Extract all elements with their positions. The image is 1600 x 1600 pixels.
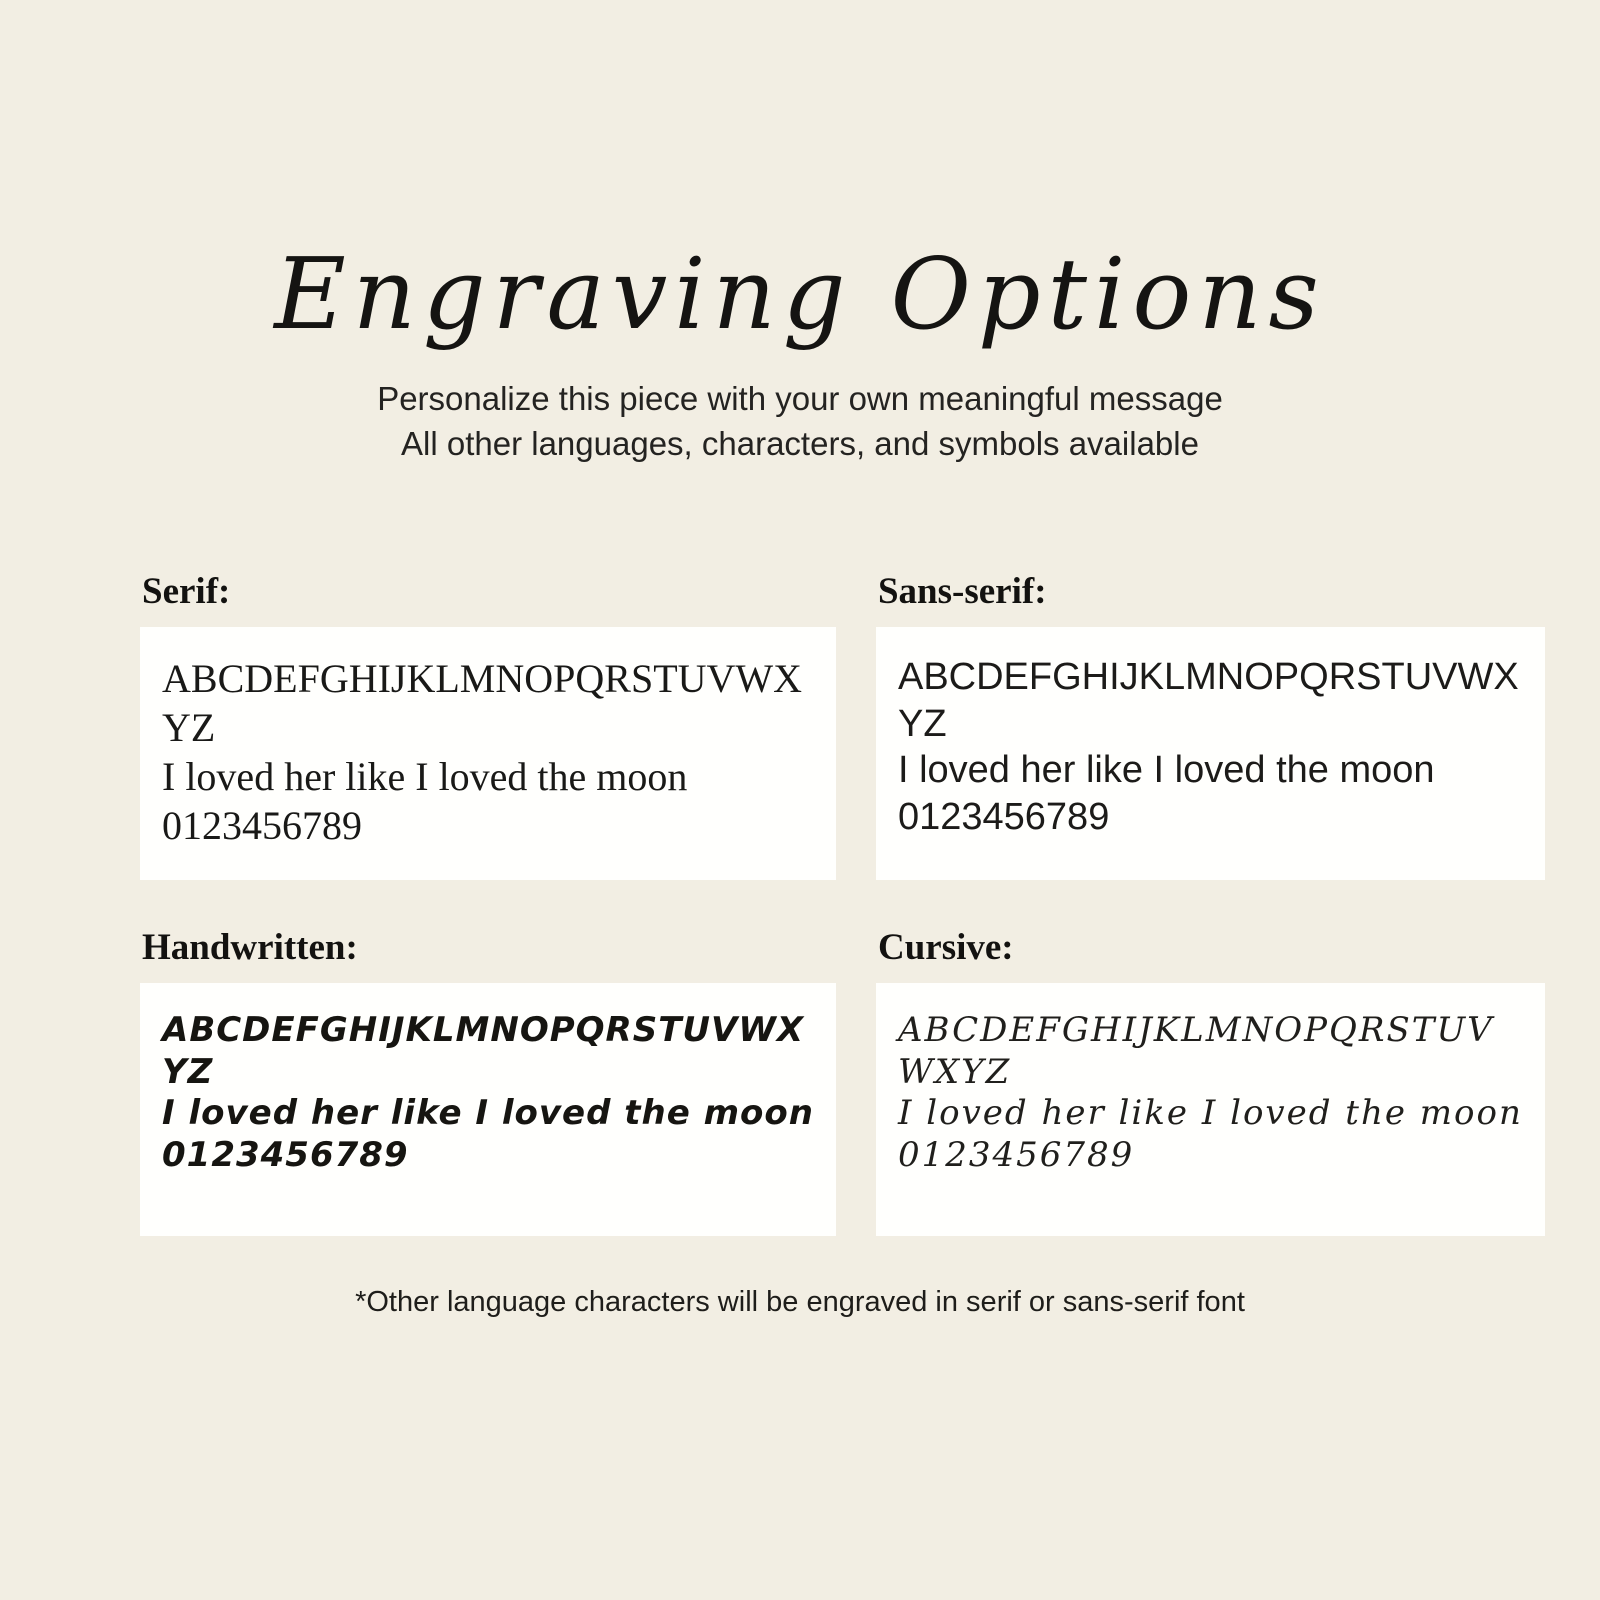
panel-serif (140, 570, 836, 880)
panel-sans-serif (876, 570, 1545, 880)
sans-serif-digits-sample: 0123456789 (897, 796, 1110, 838)
panel-handwritten-sample-box (140, 983, 836, 1236)
sans-serif-alphabet-sample: ABCDEFGHIJKLMNOPQRSTUVWXYZ (897, 655, 1519, 745)
panel-cursive-sample-box (876, 983, 1545, 1236)
panel-serif-sample-box (140, 627, 836, 880)
footnote: *Other language characters will be engraved in serif or sans-serif font (355, 1285, 1245, 1318)
sans-serif-sentence-sample: I loved her like I loved the moon (897, 749, 1435, 792)
panel-cursive-label: Cursive: (877, 926, 1014, 968)
serif-alphabet-sample: ABCDEFGHIJKLMNOPQRSTUVWXYZ (162, 655, 803, 750)
subtitle (0, 376, 1600, 466)
font-samples-grid (140, 570, 1523, 1236)
subtitle-line-1: Personalize this piece with your own meaningful message (377, 379, 1223, 417)
panel-handwritten-label: Handwritten: (142, 926, 358, 968)
panel-cursive (876, 926, 1545, 1236)
cursive-alphabet-sample: ABCDEFGHIJKLMNOPQRSTUVWXYZ (897, 1009, 1494, 1092)
serif-digits-sample: 0123456789 (162, 803, 362, 849)
panel-handwritten (140, 926, 836, 1236)
cursive-sentence-sample: I loved her like I loved the moon (897, 1093, 1523, 1134)
panel-serif-label: Serif: (142, 570, 231, 612)
panel-sans-serif-label: Sans-serif: (877, 570, 1047, 612)
handwritten-sentence-sample: I loved her like I loved the moon (162, 1093, 814, 1134)
serif-sentence-sample: I loved her like I loved the moon (162, 754, 688, 800)
cursive-digits-sample: 0123456789 (897, 1135, 1135, 1176)
panel-sans-serif-sample-box (876, 627, 1545, 880)
handwritten-digits-sample: 0123456789 (162, 1135, 409, 1176)
page-title: Engraving Options (274, 238, 1326, 352)
subtitle-line-2: All other languages, characters, and symbols available (401, 424, 1199, 462)
handwritten-alphabet-sample: ABCDEFGHIJKLMNOPQRSTUVWXYZ (162, 1009, 805, 1092)
